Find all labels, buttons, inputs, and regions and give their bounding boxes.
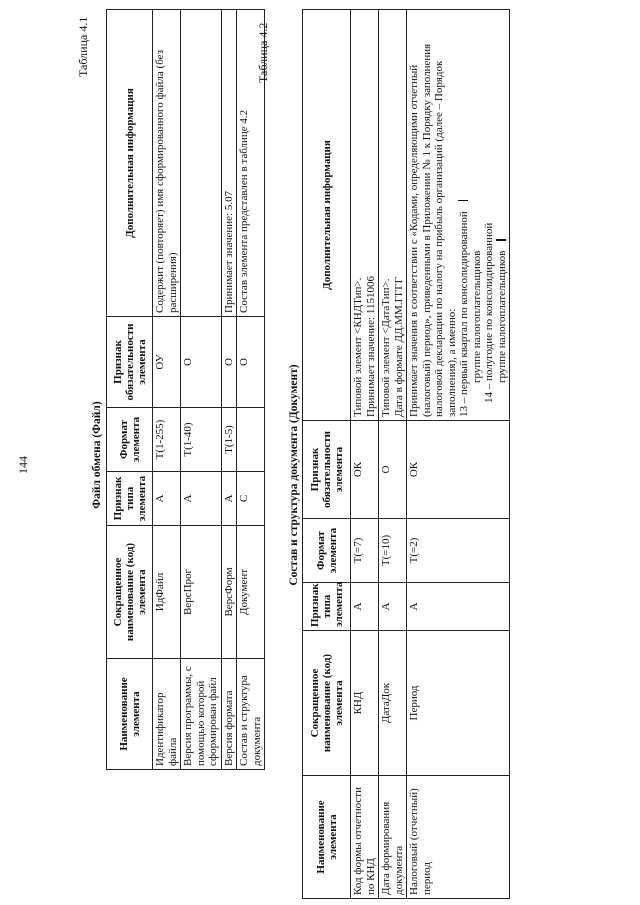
table-row [379, 10, 407, 899]
info-line [496, 13, 509, 417]
cell-type: А [153, 472, 181, 526]
table-4-2-label: Таблица 4.2 [256, 22, 270, 83]
table-header-row [107, 10, 153, 770]
table-row [237, 10, 265, 770]
cell-format: T(=2) [407, 519, 510, 583]
cell-required: ОУ [153, 317, 181, 408]
header-required: Признак обязательности элемента [107, 317, 153, 408]
page-number: 144 [16, 456, 30, 474]
info-line: группе налогоплательщиков [470, 250, 483, 383]
cell-name: Код формы отчетности по КНД [351, 776, 379, 899]
cell-code: ВерсФорм [221, 526, 237, 659]
table-4-1-title: Файл обмена (Файл) [91, 401, 103, 509]
info-line: Дата в формате ДД.ММ.ГГГГ [392, 276, 405, 417]
cell-required: ОК [407, 421, 510, 519]
header-type: Признак типа элемента [107, 472, 153, 526]
info-line: Принимает значение: 1151006 [364, 276, 377, 417]
bracket-mark [496, 239, 506, 241]
cell-format: T(1-255) [153, 408, 181, 472]
cell-required: О [237, 317, 265, 408]
cell-info [351, 10, 379, 421]
cell-name: Идентификатор файла [153, 659, 181, 770]
table-row [181, 10, 222, 770]
header-extra-info: Дополнительная информация [303, 10, 351, 421]
table-4-1-label: Таблица 4.1 [76, 16, 90, 77]
cell-format: T(1-40) [181, 408, 222, 472]
cell-format: T(=10) [379, 519, 407, 583]
cell-code: КНД [351, 631, 379, 776]
cell-code: Документ [237, 526, 265, 659]
cell-name: Версия программы, с помощью которой сформирован файл [181, 659, 222, 770]
cell-name: Состав и структура документа [237, 659, 265, 770]
cell-format: T(1-5) [221, 408, 237, 472]
cell-name: Налоговый (отчетный) период [407, 776, 510, 899]
cell-info: Принимает значение: 5.07 [221, 10, 237, 317]
info-paragraph: Принимает значения в соответствии с «Кодами, определяющими отчетный (налоговый) период», приведенными в Приложении № 1 к Порядку заполнения налоговой декларации по налогу на прибыль организаций (далее – Порядок заполнения), а именно: [408, 43, 458, 417]
cell-code: ДатаДок [379, 631, 407, 776]
cell-format [237, 408, 265, 472]
cell-required: О [379, 421, 407, 519]
header-extra-info: Дополнительная информация [107, 10, 153, 317]
cell-type: С [237, 472, 265, 526]
header-short-name: Сокращенное наименование (код) элемента [107, 526, 153, 659]
cell-required: ОК [351, 421, 379, 519]
cell-name: Версия формата [221, 659, 237, 770]
file-exchange-table [106, 9, 265, 770]
cell-type: А [379, 583, 407, 631]
cell-type: А [181, 472, 222, 526]
cell-info: Содержит (повторяет) имя сформированного файла (без расширения) [153, 10, 181, 317]
cell-required: О [221, 317, 237, 408]
header-required: Признак обязательности элемента [303, 421, 351, 519]
info-line: Типовой элемент <ДатаТип>. [380, 278, 392, 417]
cell-info [407, 10, 510, 421]
header-short-name: Сокращенное наименование (код) элемента [303, 631, 351, 776]
cell-format: T(=7) [351, 519, 379, 583]
cell-code: Период [407, 631, 510, 776]
info-line: Типовой элемент <КНДТип>. [352, 277, 364, 417]
header-element-name: Наименование элемента [303, 776, 351, 899]
bracket-mark [458, 200, 468, 202]
cell-type: А [221, 472, 237, 526]
cell-type: А [351, 583, 379, 631]
header-type: Признак типа элемента [303, 583, 351, 631]
table-row [407, 10, 510, 899]
header-format: Формат элемента [107, 408, 153, 472]
cell-type: А [407, 583, 510, 631]
cell-name: Дата формирования документа [379, 776, 407, 899]
table-row [153, 10, 181, 770]
table-4-2-title: Состав и структура документа (Документ) [288, 364, 300, 586]
cell-required: О [181, 317, 222, 408]
period-code-13: 13 – первый квартал по консолидированной [458, 211, 470, 417]
table-row [221, 10, 237, 770]
cell-code: ВерсПрог [181, 526, 222, 659]
period-code-14: 14 – полугодие по консолидированной [483, 222, 495, 403]
info-line [458, 13, 471, 417]
document-structure-table [302, 9, 510, 899]
cell-info [181, 10, 222, 317]
cell-info [379, 10, 407, 421]
cell-code: ИдФайл [153, 526, 181, 659]
group-text: группе налогоплательщиков [495, 250, 508, 383]
info-line [483, 13, 496, 417]
header-format: Формат элемента [303, 519, 351, 583]
table-header-row [303, 10, 351, 899]
cell-info: Состав элемента представлен в таблице 4.2 [237, 10, 265, 317]
table-row [351, 10, 379, 899]
header-element-name: Наименование элемента [107, 659, 153, 770]
